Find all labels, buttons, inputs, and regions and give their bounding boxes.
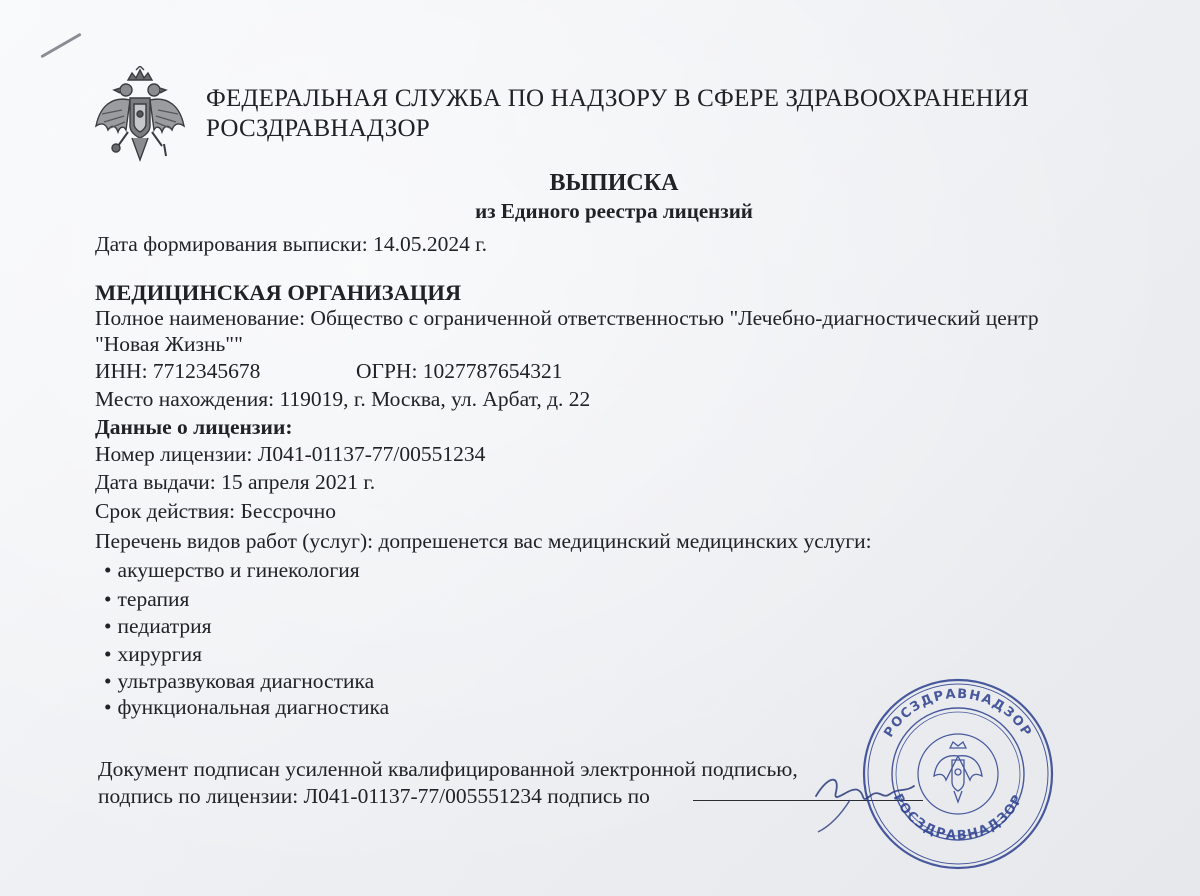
stamp-outer-text: РОСЗДРАВНАДЗОР	[881, 686, 1035, 741]
organization-full-name: Полное наименование: Общество с ограниченной ответственностью "Лечебно-диагностический центр	[95, 306, 1039, 330]
list-item: • терапия	[104, 587, 190, 611]
handwritten-signature	[810, 756, 920, 836]
ogrn-field: ОГРН: 1027787654321	[356, 359, 563, 383]
list-item: • функциональная диагностика	[104, 695, 390, 719]
signature-statement: Документ подписан усиленной квалифицированной электронной подписью,	[98, 757, 798, 781]
signature-license-line: подпись по лицензии: Л041-01137-77/005551234 подпись по	[98, 784, 650, 808]
document-title: ВЫПИСКА	[549, 170, 679, 196]
inn-field: ИНН: 7712345678	[95, 359, 261, 383]
license-issue-date: Дата выдачи: 15 апреля 2021 г.	[95, 470, 376, 494]
list-item: • хирургия	[104, 642, 202, 666]
agency-name: ФЕДЕРАЛЬНАЯ СЛУЖБА ПО НАДЗОРУ В СФЕРЕ ЗДРАВООХРАНЕНИЯ	[206, 85, 1030, 112]
services-intro: Перечень видов работ (услуг): допрешенется вас медицинский медицинских услуги:	[95, 529, 872, 553]
license-number: Номер лицензии: Л041-01137-77/00551234	[95, 442, 486, 466]
stamp-eagle-icon	[934, 742, 982, 802]
list-item: • ультразвуковая диагностика	[104, 669, 375, 693]
organization-heading: МЕДИЦИНСКАЯ ОРГАНИЗАЦИЯ	[95, 280, 462, 305]
stamp-outer-text-bottom: РОСЗДРАВНАДЗОР	[889, 791, 1027, 844]
license-heading: Данные о лицензии:	[95, 415, 293, 439]
eagle-emblem-icon	[92, 66, 188, 168]
address-field: Место нахождения: 119019, г. Москва, ул. Арбат, д. 22	[95, 387, 591, 411]
organization-full-name-cont: "Новая Жизнь""	[95, 332, 243, 356]
svg-text:РОСЗДРАВНАДЗОР	[882, 687, 1035, 740]
agency-header	[206, 84, 1029, 144]
license-validity: Срок действия: Бессрочно	[95, 499, 337, 523]
list-item: • акушерство и гинекология	[104, 558, 360, 582]
formation-date: Дата формирования выписки: 14.05.2024 г.	[95, 232, 487, 256]
list-item: • педиатрия	[104, 614, 212, 638]
agency-short-name: РОСЗДРАВНАДЗОР	[206, 115, 430, 142]
document-subtitle: из Единого реестра лицензий	[475, 199, 753, 223]
staple-mark	[40, 33, 81, 59]
